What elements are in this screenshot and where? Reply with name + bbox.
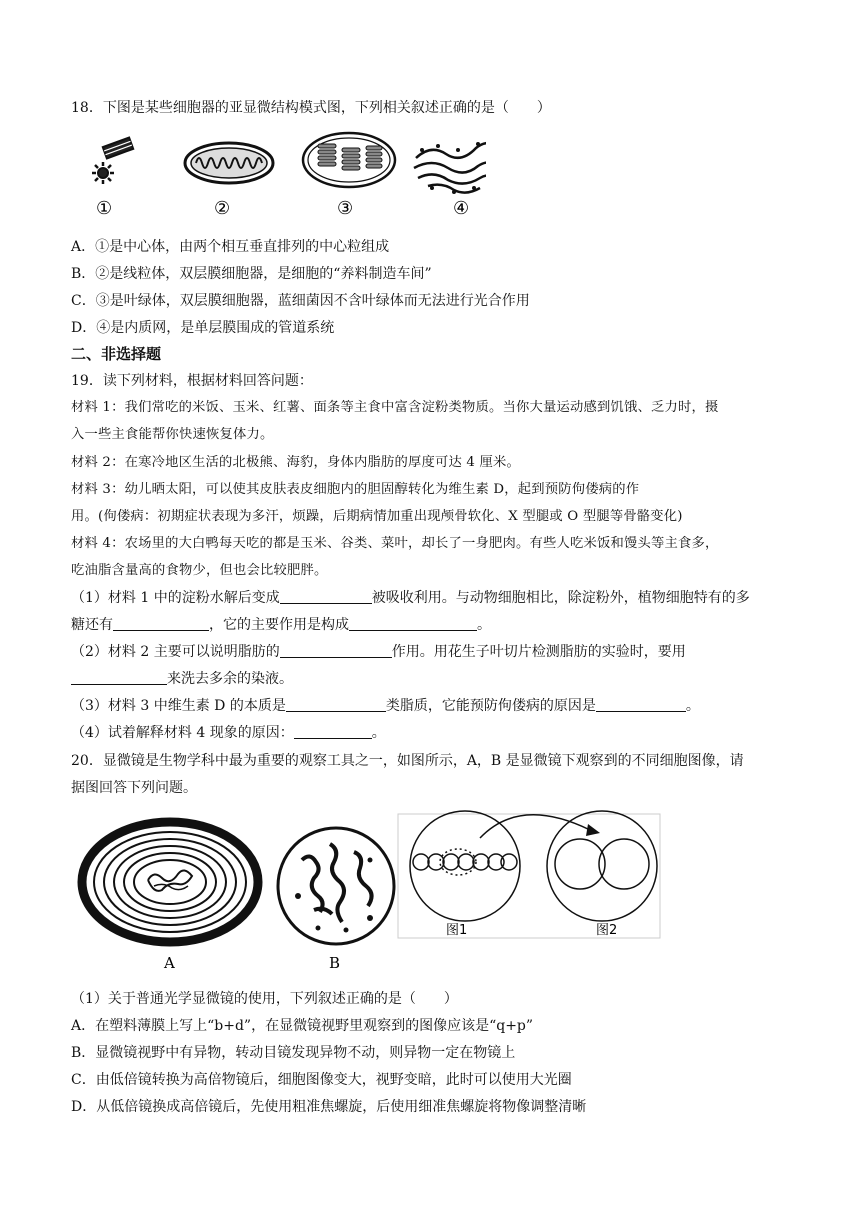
- answer-blank-3[interactable]: [349, 616, 477, 631]
- label-2: ②: [214, 198, 231, 219]
- q20-stem-line1: 20．显微镜是生物学科中最为重要的观察工具之一，如图所示，A，B 是显微镜下观察到的不同细胞图像，请: [71, 753, 744, 769]
- q19-part1-line1: [71, 589, 750, 607]
- organelle-figure: [86, 130, 486, 220]
- q20-option-c: C．由低倍镜转换为高倍物镜后，细胞图像变大，视野变暗，此时可以使用大光圈: [71, 1072, 572, 1088]
- q20-option-b: B．显微镜视野中有异物，转动目镜发现异物不动，则异物一定在物镜上: [71, 1045, 516, 1061]
- answer-blank-4[interactable]: [280, 643, 392, 658]
- centrosome-drawing: [92, 138, 133, 184]
- q20-stem-line2: 据图回答下列问题。: [71, 780, 197, 796]
- label-4: ④: [453, 198, 470, 219]
- q19-part3-text-a: （3）材料 3 中维生素 D 的本质是: [71, 698, 286, 714]
- answer-blank-6[interactable]: [286, 697, 386, 712]
- figure-1-label: 图1: [446, 923, 468, 938]
- figure-2-label: 图2: [596, 923, 618, 938]
- field-of-view-2: [547, 811, 657, 921]
- q19-part1-text-e: 。: [477, 617, 491, 633]
- q18-option-c: C．③是叶绿体，双层膜细胞器，蓝细菌因不含叶绿体而无法进行光合作用: [71, 293, 530, 309]
- label-b: B: [329, 954, 341, 972]
- microscope-figure: [70, 800, 670, 980]
- material-1-line2: 入一些主食能帮你快速恢复体力。: [71, 427, 274, 442]
- q19-part1-text-b: 被吸收利用。与动物细胞相比，除淀粉外，植物细胞特有的多: [371, 590, 750, 606]
- q18-option-d: D．④是内质网，是单层膜围成的管道系统: [71, 320, 335, 336]
- q18-option-a: A．①是中心体，由两个相互垂直排列的中心粒组成: [71, 239, 390, 255]
- q19-part3-text-b: 类脂质，它能预防佝偻病的原因是: [385, 698, 596, 714]
- q19-part4-text-a: （4）试着解释材料 4 现象的原因：: [71, 725, 294, 741]
- chloroplast-drawing: [303, 133, 395, 187]
- q19-part2-line1: [71, 643, 686, 661]
- q19-stem: 19．读下列材料，根据材料回答问题：: [71, 373, 313, 389]
- q19-part1-text-d: ，它的主要作用是构成: [209, 617, 349, 633]
- q19-part2-text-a: （2）材料 2 主要可以说明脂肪的: [71, 644, 280, 660]
- q18-stem: 18．下图是某些细胞器的亚显微结构模式图，下列相关叙述正确的是（ ）: [71, 100, 551, 116]
- answer-blank-5[interactable]: [71, 670, 167, 685]
- q20-option-a: A．在塑料薄膜上写上“b+d”，在显微镜视野里观察到的图像应该是“q+p”: [71, 1018, 534, 1034]
- q19-part2-line2: [71, 670, 293, 688]
- q19-part4-text-b: 。: [371, 725, 386, 741]
- answer-blank-7[interactable]: [596, 697, 686, 712]
- label-1: ①: [96, 198, 113, 219]
- answer-blank-2[interactable]: [113, 616, 209, 631]
- q20-option-d: D．从低倍镜换成高倍镜后，先使用粗准焦螺旋，后使用细准焦螺旋将物像调整清晰: [71, 1099, 587, 1115]
- section-heading: 二、非选择题: [71, 345, 162, 363]
- field-of-view-1: [410, 811, 600, 921]
- cell-image-b: [278, 828, 394, 944]
- q18-option-b: B．②是线粒体，双层膜细胞器，是细胞的“养料制造车间”: [71, 266, 432, 282]
- q19-part2-text-b: 作用。用花生子叶切片检测脂肪的实验时，要用: [391, 644, 686, 660]
- material-4-line2: 吃油脂含量高的食物少，但也会比较肥胖。: [71, 563, 328, 578]
- material-3-line1: 材料 3：幼儿晒太阳，可以使其皮肤表皮细胞内的胆固醇转化为维生素 D，起到预防佝偻病的作: [71, 482, 640, 497]
- q19-part1-line2: [71, 616, 491, 634]
- answer-blank-8[interactable]: [294, 724, 372, 739]
- endoplasmic-reticulum-drawing: [414, 142, 486, 194]
- q19-part3-text-c: 。: [685, 698, 700, 714]
- material-1-line1: 材料 1：我们常吃的米饭、玉米、红薯、面条等主食中富含淀粉类物质。当你大量运动感到饥饿、乏力时，摄: [71, 400, 719, 415]
- q19-part1-text-a: （1）材料 1 中的淀粉水解后变成: [71, 590, 280, 606]
- material-3-line2: 用。(佝偻病：初期症状表现为多汗，烦躁，后期病情加重出现颅骨软化、X 型腿或 O 型腿等骨骼变化): [71, 509, 683, 524]
- q19-part3: [71, 697, 700, 715]
- mitochondrion-drawing: [185, 143, 273, 183]
- material-2: 材料 2：在寒冷地区生活的北极熊、海豹，身体内脂肪的厚度可达 4 厘米。: [71, 455, 521, 470]
- answer-blank-1[interactable]: [280, 589, 372, 604]
- q19-part1-text-c: 糖还有: [71, 617, 113, 633]
- q19-part2-text-c: 来洗去多余的染液。: [167, 671, 293, 687]
- label-a: A: [164, 954, 175, 972]
- q19-part4: [71, 724, 386, 742]
- material-4-line1: 材料 4：农场里的大白鸭每天吃的都是玉米、谷类、菜叶，却长了一身肥肉。有些人吃米饭和馒头等主食多，: [71, 536, 719, 551]
- q20-part1: （1）关于普通光学显微镜的使用，下列叙述正确的是（ ）: [71, 991, 458, 1007]
- cell-image-a: [82, 822, 258, 942]
- label-3: ③: [337, 198, 354, 219]
